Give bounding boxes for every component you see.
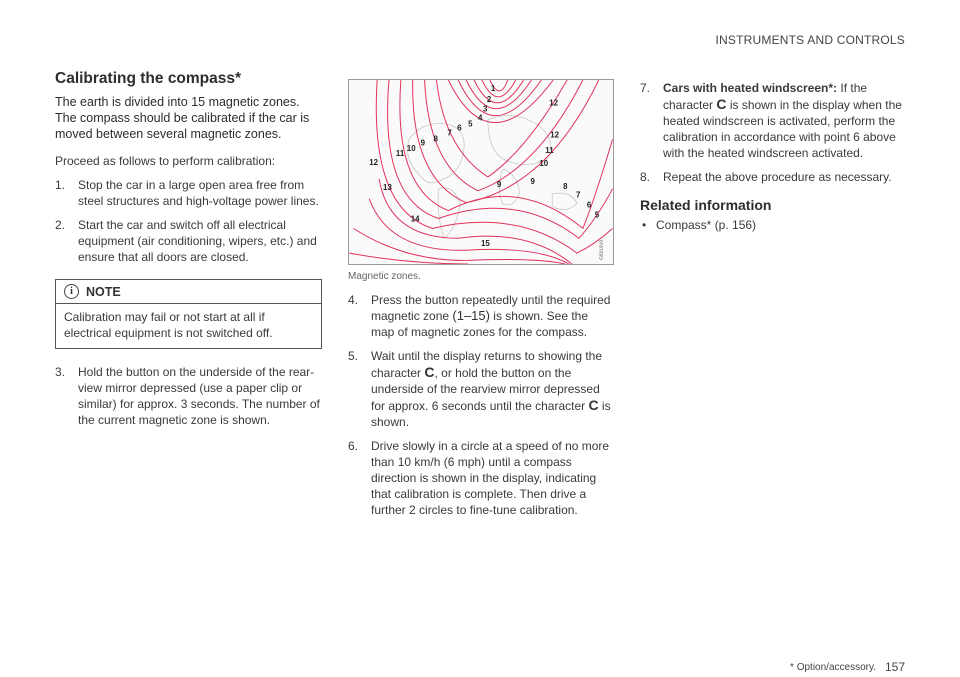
steps-list (55, 177, 322, 265)
steps-list-continued (55, 364, 322, 428)
step-text: Press the button repeatedly until the required magnetic zone (1–15) is shown. See the map of magnetic zones for the compass. (371, 293, 611, 339)
zone-label: 3 (482, 104, 488, 114)
zone-label: 2 (486, 94, 492, 104)
zone-label: 12 (549, 98, 559, 108)
steps-list-right (640, 80, 910, 185)
note-header (56, 280, 321, 304)
zone-label: 7 (447, 128, 452, 138)
step-number: 3. (55, 365, 66, 379)
page-number: 157 (884, 660, 905, 674)
related-list (640, 217, 910, 233)
step-7 (640, 80, 910, 161)
zone-label: 11 (545, 146, 554, 156)
page-header-section: INSTRUMENTS AND CONTROLS (715, 33, 905, 47)
magnetic-zones-map (348, 79, 614, 265)
step-text: Repeat the above procedure as necessary. (663, 170, 892, 184)
step-text: Start the car and switch off all electrical equipment (air conditioning, wipers, etc.) and ensure that all doors are closed. (78, 218, 317, 264)
info-icon: i (64, 284, 79, 299)
step-4 (348, 292, 614, 340)
zone-label: 9 (530, 176, 535, 186)
note-body: Calibration may fail or not start at all if electrical equipment is not switched off. (64, 310, 273, 340)
note-box (55, 279, 322, 349)
footer-option-note: * Option/accessory. (790, 662, 876, 673)
note-title: NOTE (86, 284, 121, 299)
step-number: 6. (348, 439, 359, 453)
related-title: Related information (640, 197, 772, 213)
step-number: 7. (640, 81, 651, 95)
column-left (55, 70, 322, 436)
zone-label: 10 (406, 144, 416, 154)
column-right (640, 80, 910, 233)
zone-label: 11 (395, 149, 405, 159)
zone-label: 13 (383, 182, 392, 192)
display-character: C (424, 364, 435, 380)
zone-label: 6 (586, 200, 592, 210)
step-5 (348, 348, 614, 430)
zone-label: 9 (420, 138, 426, 148)
step-text: Cars with heated windscreen*: If the character C is shown in the display when the heated windscreen is activated, perform the calibration in accordance with point 6 above with the heated windscreen activated. (663, 81, 902, 160)
zone-label: 6 (457, 123, 462, 133)
page-title: Calibrating the compass* (55, 70, 242, 87)
zone-label: 9 (496, 179, 502, 189)
display-character: C (588, 397, 599, 413)
column-middle (348, 79, 614, 526)
zone-label: 15 (481, 239, 490, 249)
zone-label: 7 (575, 190, 581, 200)
figure-code: G021910 (599, 239, 605, 261)
steps-list-middle (348, 292, 614, 518)
zone-label: 5 (594, 210, 600, 220)
zone-label: 12 (550, 130, 560, 140)
step-number: 5. (348, 349, 359, 363)
step-text: Stop the car in a large open area free from steel structures and high-voltage power lines. (78, 178, 319, 208)
step-text: Wait until the display returns to showing the character C, or hold the button on the underside of the rearview mirror depressed for approx. 6 seconds until the character C is shown. (371, 349, 611, 429)
zone-label: 8 (563, 181, 568, 191)
zone-label: 1 (490, 83, 496, 93)
display-character: C (716, 96, 727, 112)
map-caption: Magnetic zones. (348, 271, 421, 282)
related-link-compass[interactable]: • Compass* (p. 156) (640, 217, 910, 233)
step-number: 8. (640, 170, 651, 184)
magnetic-contour-lines (349, 80, 612, 264)
step-text: Hold the button on the underside of the rear-view mirror depressed (use a paper clip or similar) for approx. 3 seconds. The number of the current magnetic zone is shown. (78, 365, 320, 427)
zone-label: 12 (369, 158, 379, 168)
step-text: Drive slowly in a circle at a speed of no more than 10 km/h (6 mph) until a compass direction is shown in the display, indicating that calibration is complete. Then drive a further 2 circles to fine-tune calibration. (371, 439, 610, 517)
step-8 (640, 169, 910, 185)
zone-label: 8 (433, 134, 438, 144)
step-3 (55, 364, 322, 428)
intro-text: The earth is divided into 15 magnetic zones. The compass should be calibrated if the car is moved between several magnetic zones. (55, 95, 310, 141)
zone-label: 14 (410, 214, 420, 224)
step-number: 4. (348, 293, 359, 307)
zone-label: 4 (478, 113, 483, 123)
zone-label: 10 (539, 159, 549, 169)
lead-text: Proceed as follows to perform calibration: (55, 154, 276, 168)
step-number: 1. (55, 178, 66, 192)
step-1 (55, 177, 322, 209)
step-6 (348, 438, 614, 518)
step-number: 2. (55, 218, 66, 232)
zone-label: 5 (468, 119, 473, 129)
step-2 (55, 217, 322, 265)
zone-range: (1–15) (452, 308, 490, 323)
